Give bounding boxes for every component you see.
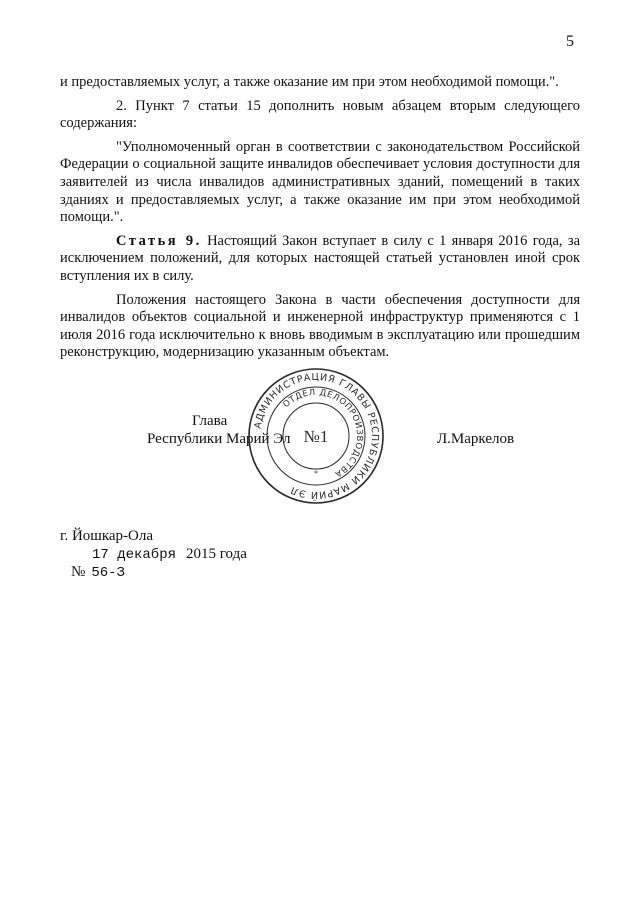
paragraph-provisions: Положения настоящего Закона в части обеспечения доступности для инвалидов объектов социальной и инженерной инфраструктур применяются с 1 июля 2016 года исключительно к вновь вводимым в эксплуатацию или прошедшим реконструкцию, модернизацию указанным объектам. [60, 291, 580, 361]
paragraph-quoted-text: "Уполномоченный орган в соответствии с законодательством Российской Федерации о социальной защите инвалидов обеспечивает условия доступности для заявителей из числа инвалидов административных зданий, помещений в таких зданиях и предоставляемых услуг, а также оказание им при этом необходимой помощи.". [60, 138, 580, 226]
seal-number: №1 [303, 427, 329, 446]
law-text [60, 74, 580, 368]
signature-name: Л.Маркелов [437, 431, 515, 447]
signing-date [92, 546, 247, 563]
law-number-label: № [71, 564, 86, 580]
signature-title: Глава [192, 413, 228, 429]
article-text: Настоящий Закон вступает в силу с 1 января 2016 года, за исключением положений, для которых настоящей статьей установлен иной срок вступления их в силу. [60, 232, 581, 284]
date-day-month: 17 декабря [92, 547, 177, 563]
seal-inner-text: ОТДЕЛ ДЕЛОПРОИЗВОДСТВА [281, 387, 365, 479]
signature-subtitle: Республики Марий Эл [147, 431, 291, 447]
law-number-value: 56-З [91, 565, 125, 581]
official-seal [246, 366, 386, 506]
date-year: 2015 года [186, 546, 247, 562]
seal-star-icon: * [314, 469, 318, 478]
article-label: Статья 9. [116, 232, 202, 249]
paragraph-continuation: и предоставляемых услуг, а также оказание им при этом необходимой помощи.". [60, 74, 559, 90]
page-number: 5 [566, 33, 574, 50]
paragraph-amendment: 2. Пункт 7 статьи 15 дополнить новым абзацем вторым следующего содержания: [60, 97, 580, 132]
paragraph-article-9 [60, 233, 580, 286]
place-of-signing: г. Йошкар-Ола [60, 528, 154, 544]
law-number [71, 564, 125, 581]
seal-outer-text: АДМИНИСТРАЦИЯ ГЛАВЫ РЕСПУБЛИКИ МАРИЙ ЭЛ [252, 371, 381, 501]
